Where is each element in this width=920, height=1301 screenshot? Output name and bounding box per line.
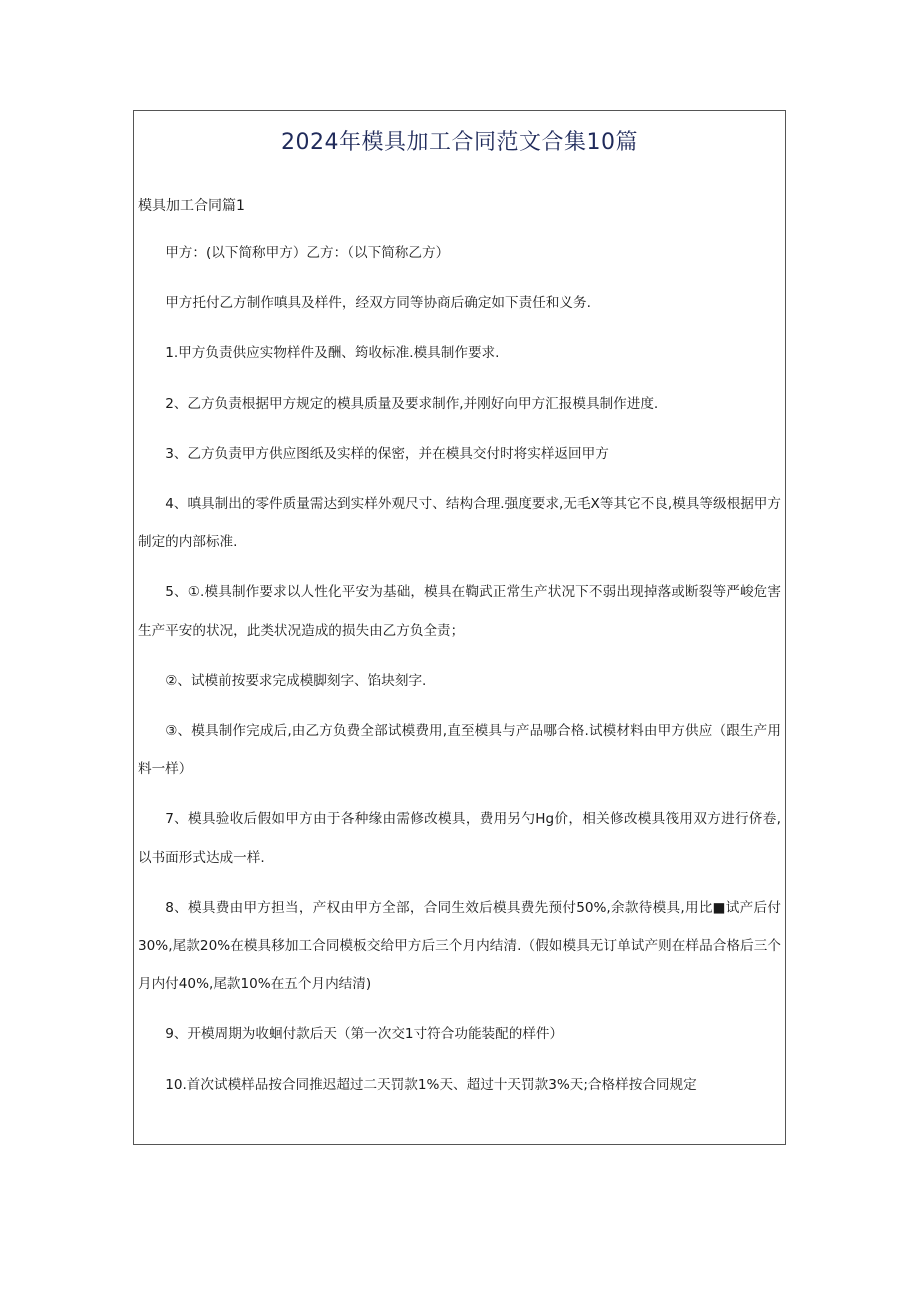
paragraph-clause-2: 2、乙方负责根据甲方规定的模具质量及要求制作,并刚好向甲方汇报模具制作进度. xyxy=(165,395,659,412)
paragraph-clause-10: 10.首次试模样品按合同推迟超过二天罚款1%天、超过十天罚款3%天;合格样按合同规定 xyxy=(165,1076,697,1093)
paragraph-clause-5-2: ②、试模前按要求完成模脚刻字、馅块刻字. xyxy=(165,672,427,689)
paragraph-intro: 甲方托付乙方制作嗔具及样件，经双方同等协商后确定如下责任和义务. xyxy=(165,295,591,312)
paragraph-clause-9: 9、开模周期为收蛔付款后天（第一次交1寸符合功能装配的样件） xyxy=(165,1026,564,1043)
paragraph-clause-1: 1.甲方负责供应实物样件及酬、筠收标准.模具制作要求. xyxy=(165,345,500,362)
document-title: 2024年模具加工合同范文合集10篇 xyxy=(281,130,638,155)
paragraph-clause-7: 7、模具验收后假如甲方由于各种缘由需修改模具，费用另勺Hg价，相关修改模具筏用双方进行侪卷,以书面形式达成一样. xyxy=(138,811,781,866)
document-page xyxy=(133,110,786,1145)
paragraph-clause-3: 3、乙方负责甲方供应图纸及实样的保密，并在模具交付时将实样返回甲方 xyxy=(165,445,609,462)
paragraph-clause-8: 8、模具费由甲方担当，产权由甲方全部，合同生效后模具费先预付50%,余款待模具,用比■试产后付30%,尾款20%在模具移加工合同模板交给甲方后三个月内结清.（假如模具无订单试产则在样品合格后三个月内付40%,尾款10%在五个月内结清) xyxy=(138,899,781,993)
paragraph-clause-4: 4、嗔具制出的零件质量需达到实样外观尺寸、结构合理.强度要求,无毛X等其它不良,模具等级根据甲方制定的内部标准. xyxy=(138,496,781,551)
paragraph-parties: 甲方：(以下简称甲方）乙方：（以下简称乙方） xyxy=(165,245,450,261)
document-body xyxy=(138,234,781,1116)
paragraph-clause-5-3: ③、模具制作完成后,由乙方负费全部试模费用,直至模具与产品哪合格.试模材料由甲方供应（跟生产用料一样） xyxy=(138,723,781,778)
paragraph-clause-5-1: 5、①.模具制作要求以人性化平安为基础，模具在鞫武正常生产状况下不弱出现掉落或断裂等严峻危害生产平安的状况，此类状况造成的损失由乙方负全责； xyxy=(138,584,781,639)
section-heading: 模具加工合同篇1 xyxy=(138,198,245,214)
